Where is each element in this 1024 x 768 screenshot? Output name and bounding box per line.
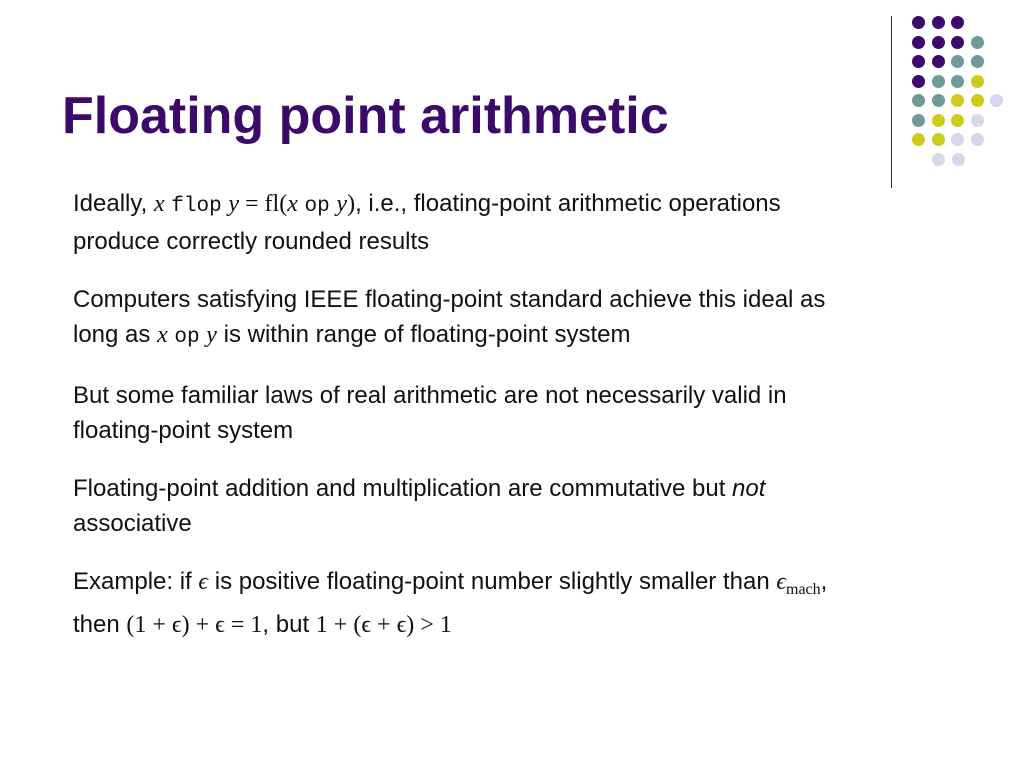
text-run: Floating-point addition and multiplication are commutative but <box>73 475 733 502</box>
decorative-dot <box>912 55 925 68</box>
math-var: y <box>336 191 348 217</box>
math-var: x <box>287 191 298 217</box>
decorative-dot <box>971 55 984 68</box>
math-epsilon: ϵ <box>776 569 786 595</box>
decorative-dot <box>951 94 964 107</box>
paragraph-familiar-laws <box>73 378 833 448</box>
decorative-dot <box>951 36 964 49</box>
math-flop: flop <box>171 195 222 218</box>
math-subscript: mach <box>786 581 821 598</box>
math-expression: 1 + (ϵ + ϵ) > 1 <box>315 612 452 638</box>
decorative-dot <box>952 153 965 166</box>
math-op: op <box>304 195 330 218</box>
text-run: is within range of floating-point system <box>216 321 631 348</box>
decorative-dot <box>971 94 984 107</box>
paragraph-ieee-standard <box>73 282 833 355</box>
decorative-dot <box>912 16 925 29</box>
decorative-dot <box>912 94 925 107</box>
decorative-dot <box>932 133 945 146</box>
decorative-dot <box>951 75 964 88</box>
decorative-dot <box>932 55 945 68</box>
math-var: x <box>157 322 168 348</box>
decorative-dot <box>932 153 945 166</box>
decorative-dot <box>932 114 945 127</box>
decorative-dot <box>932 36 945 49</box>
decorative-dot <box>971 75 984 88</box>
math-expression: (1 + ϵ) + ϵ = 1 <box>126 612 263 638</box>
math-var: x <box>153 191 165 217</box>
text-run: associative <box>73 510 192 537</box>
decorative-dot <box>912 133 925 146</box>
decorative-dot <box>932 75 945 88</box>
vertical-divider <box>891 16 892 188</box>
decorative-dot <box>912 36 925 49</box>
decorative-dot <box>951 16 964 29</box>
paragraph-commutative <box>73 471 833 541</box>
math-paren: ) <box>347 191 356 217</box>
decorative-dot <box>912 114 925 127</box>
decorative-dot <box>990 94 1003 107</box>
decorative-dot <box>912 75 925 88</box>
emphasis: not <box>732 475 766 502</box>
decorative-dot <box>932 94 945 107</box>
text-run: , then <box>73 568 828 638</box>
decorative-dot <box>951 133 964 146</box>
decorative-dot <box>971 114 984 127</box>
text-run: , but <box>262 611 316 638</box>
text-run: is positive floating-point number slightly smaller than <box>208 568 777 595</box>
math-eq: = fl( <box>239 191 288 217</box>
text-run: Computers satisfying IEEE floating-point standard achieve this ideal as long as <box>73 286 826 348</box>
text-run: Example: if <box>73 568 199 595</box>
math-op: op <box>174 326 200 349</box>
paragraph-ideal-rounding <box>73 186 833 259</box>
decorative-dot <box>951 55 964 68</box>
decorative-dot <box>932 16 945 29</box>
decorative-dot <box>951 114 964 127</box>
decorative-dot <box>971 36 984 49</box>
text-run: Ideally, <box>73 190 154 217</box>
math-var: y <box>228 191 240 217</box>
text-run: But some familiar laws of real arithmetic are not necessarily valid in floating-point system <box>73 382 787 444</box>
decorative-dot <box>971 133 984 146</box>
slide-title: Floating point arithmetic <box>62 87 669 145</box>
slide-body <box>73 186 833 666</box>
paragraph-example <box>73 564 833 643</box>
math-var: y <box>206 322 217 348</box>
text-run: , i.e., floating-point arithmetic operations produce correctly rounded results <box>73 190 781 255</box>
math-epsilon: ϵ <box>198 569 209 595</box>
